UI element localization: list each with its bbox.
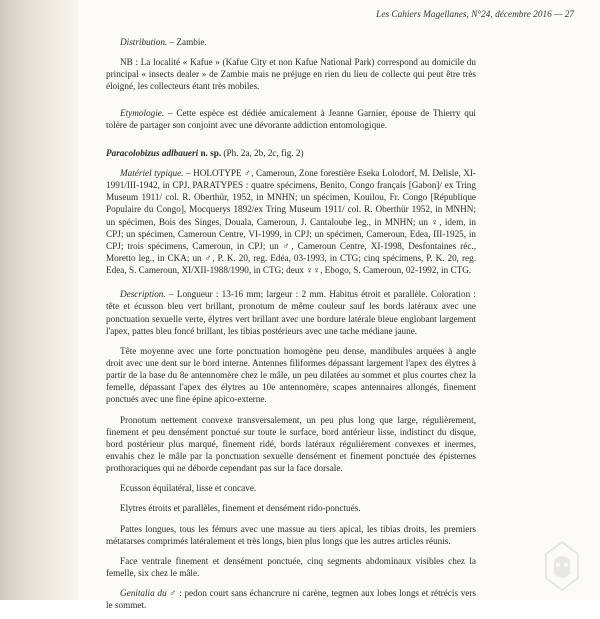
nb-paragraph: NB : La localité « Kafue » (Kafue City et non Kafue National Park) correspond au domicile du principal « insects dealer » de Zambie mais ne préjuge en rien du lieu de collecte qui peut être très éloigné, les collecteurs étant très mobiles. [106, 57, 476, 92]
etymology-text: – Cette espèce est dédiée amicalement à Jeanne Garnier, épouse de Thierry qui tolère de partager son conjoint avec une dévorante addiction entomologique. [106, 107, 476, 130]
body-paragraph: Pronotum nettement convexe transversalement, un peu plus long que large, régulièrement, finement et peu densément ponctué sur toute le surface, bord antérieur lisse, indistinct du disque, bord postérieur plus marqué, finement ridé, bords latéraux régulièrement convexes et inermes, envahis chez le mâle par la ponctuation sexuelle densément et finement ponctuée des épisternes prothoraciques qui ne déborde cependant pas sur la face dorsale. [106, 414, 476, 474]
page-gutter-shadow [0, 0, 78, 600]
body-paragraph: Tête moyenne avec une forte ponctuation homogène peu dense, mandibules arquées à angle droit avec une dent sur le bord interne. Antennes filiformes dépassant largement l'apex des élytres à partir de la base du 8e antennomère chez le mâle, un peu dilatées au sommet et plus courtes chez la femelle, dépassant l'apex des élytres au 10e antennomère, scapes antennaires allongés, finement ponctués avec une fine épine apico-externe. [106, 345, 476, 405]
description-label: Description. [120, 289, 166, 300]
body-paragraph: Face ventrale finement et densément ponctuée, cinq segments abdominaux visibles chez la femelle, six chez le mâle. [106, 555, 476, 578]
distribution-paragraph [106, 36, 476, 48]
body-paragraph: Elytres étroits et parallèles, finement et densément rido-ponctués. [120, 503, 361, 514]
material-label: Matériel typique. [120, 167, 184, 178]
etymology-label: Etymologie. [120, 107, 165, 118]
species-suffix: n. sp. [198, 147, 222, 158]
genitalia-paragraph [106, 587, 476, 611]
description-paragraph [106, 288, 476, 337]
article-body [106, 36, 476, 619]
material-text: – HOLOTYPE ♂, Cameroun, Zone forestière Eseka Lolodorf, M. Delisle, XI-1991/III-1942, in CPJ. PARATYPES : quatre spécimens, Benito, Congo français [Gabon]/ ex Tring Museum 1911/ col. R. Oberthür, 1952, in MNHN; un spécimen, Kouilou, Fr. Congo [République Populaire du Congo], Mocquerys 1892/ex Tring Museum 1911/ col. R. Oberthür 1952, in MNHN; un spécimen, Bois des Singes, Douala, Cameroun, J. Cantaloube leg., in MNHN; un ♀, idem, in CPJ; un spécimen, Cameroun Centre, VI-1999, in CPJ; un spécimen, Cameroun, Edea, III-1925, in CPJ; trois spécimens, Cameroun, in CPJ; un ♂, Cameroun Centre, XI-1998, Desfontaines réc., Moretto leg., in CKA; un ♂, P. K. 20, reg. Edéa, 03-1993, in CTG; cinq spécimens, P. K. 20, reg. Edea, S. Cameroun, XI/XII-1988/1990, in CTG; deux ♀♀, Ebogo, S. Cameroun, 02-1992, in CTG. [106, 167, 476, 276]
species-refs: (Ph. 2a, 2b, 2c, fig. 2) [221, 147, 304, 158]
body-paragraph: Ecusson équilatéral, lisse et concave. [120, 483, 257, 494]
species-name: Paracolobizus adlbaueri [106, 147, 199, 158]
species-heading [106, 147, 476, 159]
distribution-label: Distribution. [120, 37, 168, 47]
etymology-paragraph [106, 107, 476, 131]
publisher-emblem-icon [534, 538, 590, 594]
description-text: – Longueur : 13-16 mm; largeur : 2 mm. Habitus étroit et parallèle. Coloration : tête et écusson bleu vert brillant, pronotum de même couleur sauf les bords latéraux avec une ponctuation sexuelle verte, élytres vert brillant avec une bordure latérale bleue englobant largement l'apex, pattes bleu foncé brillant, les tibias postérieurs avec une tache médiane jaune. [106, 289, 476, 336]
distribution-text: – Zambie. [167, 37, 207, 47]
genitalia-label: Genitalia du ♂ [120, 588, 177, 599]
genitalia-text: : pedon court sans échancrure ni carène, tegmen aux lobes longs et rétrécis vers le sommet. [106, 588, 476, 611]
running-header: Les Cahiers Magellanes, N°24, décembre 2016 — 27 [376, 10, 574, 20]
material-paragraph [106, 167, 476, 276]
body-paragraph: Pattes longues, tous les fémurs avec une massue au tiers apical, les tibias droits, les premiers métatarses comprimés latéralement et très longs, bien plus longs que les autres articles réunis. [106, 523, 476, 546]
